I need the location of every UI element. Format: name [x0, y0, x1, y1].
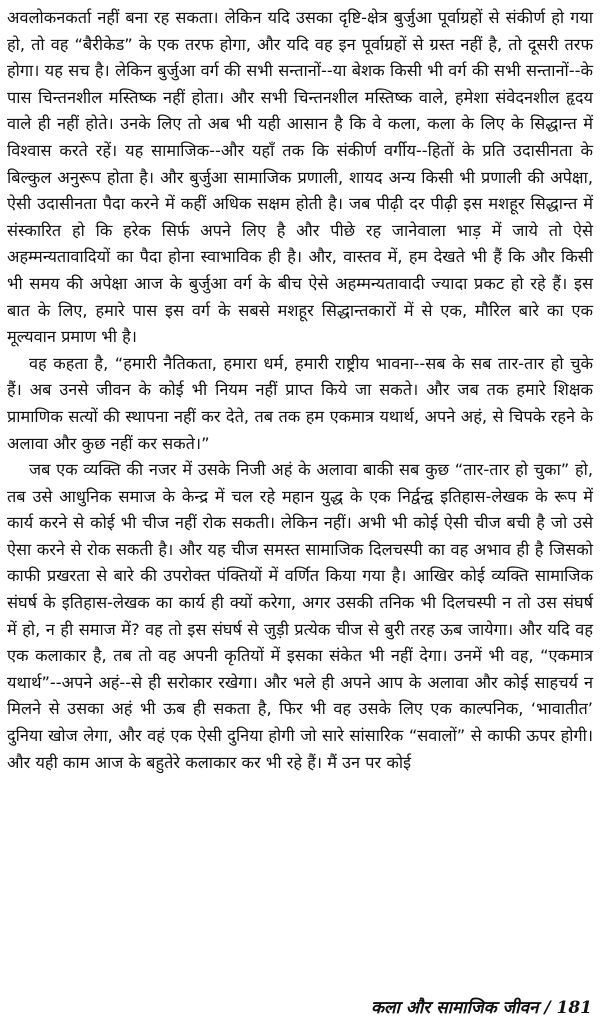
running-footer: कला और सामाजिक जीवन / 181 — [370, 998, 592, 1018]
body-paragraph: अवलोकनकर्ता नहीं बना रह सकता। लेकिन यदि उसका दृष्टि-क्षेत्र बुर्जुआ पूर्वाग्रहों से संकीर्ण हो गया हो, तो वह “बैरीकेड” के एक तरफ होगा, और यदि वह इन पूर्वाग्रहों से ग्रस्त नहीं है, तो दूसरी तरफ होगा। यह सच है। लेकिन बुर्जुआ वर्ग की सभी सन्तानों--या बेशक किसी भी वर्ग की सभी सन्तानों--के पास चिन्तनशील मस्तिष्क नहीं होता। और सभी चिन्तनशील मस्तिष्क वाले, हमेशा संवेदनशील हृदय वाले ही नहीं होते। उनके लिए तो अब भी यही आसान है कि वे कला, कला के लिए के सिद्धान्त में विश्वास करते रहें। यह सामाजिक--और यहाँ तक कि संकीर्ण वर्गीय--हितों के प्रति उदासीनता के बिल्कुल अनुरूप होता है। और बुर्जुआ सामाजिक प्रणाली, शायद अन्य किसी भी प्रणाली की अपेक्षा, ऐसी उदासीनता पैदा करने में कहीं अधिक सक्षम होती है। जब पीढ़ी दर पीढ़ी इस मशहूर सिद्धान्त में संस्कारित हो कि हरेक सिर्फ अपने लिए है और पीछे रह जानेवाला भाड़ में जाये तो ऐसे अहम्मन्यतावादियों का पैदा होना स्वाभाविक ही है। और, वास्तव में, हम देखते भी हैं कि और किसी भी समय की अपेक्षा आज के बुर्जुआ वर्ग के बीच ऐसे अहम्मन्यतावादी ज्यादा प्रकट हो रहे हैं। इस बात के लिए, हमारे पास इस वर्ग के सबसे मशहूर सिद्धान्तकारों में से एक, मौरिल बारे का एक मूल्यवान प्रमाण भी है। — [7, 8, 593, 347]
body-paragraph: वह कहता है, “हमारी नैतिकता, हमारा धर्म, हमारी राष्ट्रीय भावना--सब के सब तार-तार हो चुके हैं। अब उनसे जीवन के कोई भी नियम नहीं प्राप्त किये जा सकते। और जब तक हमारे शिक्षक प्रामाणिक सत्यों की स्थापना नहीं कर देते, तब तक हम एकमात्र यथार्थ, अपने अहं, से चिपके रहने के अलावा और कुछ नहीं कर सकते।” — [7, 353, 593, 453]
body-paragraph: जब एक व्यक्ति की नजर में उसके निजी अहं के अलावा बाकी सब कुछ “तार-तार हो चुका” हो, तब उसे आधुनिक समाज के केन्द्र में चल रहे महान युद्ध के एक निर्द्वन्द्व इतिहास-लेखक के रूप में कार्य करने से कोई भी चीज नहीं रोक सकती। लेकिन नहीं। अभी भी कोई ऐसी चीज बची है जो उसे ऐसा करने से रोक सकती है। और यह चीज समस्त सामाजिक दिलचस्पी का वह अभाव ही है जिसको काफी प्रखरता से बारे की उपरोक्त पंक्तियों में वर्णित किया गया है। आखिर कोई व्यक्ति सामाजिक संघर्ष के इतिहास-लेखक का कार्य ही क्यों करेगा, अगर उसकी तनिक भी दिलचस्पी न तो उस संघर्ष में हो, न ही समाज में? वह तो इस संघर्ष से जुड़ी प्रत्येक चीज से बुरी तरह ऊब जायेगा। और यदि वह एक कलाकार है, तब तो वह अपनी कृतियों में इसका संकेत भी नहीं देगा। उनमें भी वह, “एकमात्र यथार्थ”--अपने अहं--से ही सरोकार रखेगा। और भले ही अपने आप के अलावा और कोई साहचर्य न मिलने से उसका अहं भी ऊब ही सकता है, फिर भी वह उसके लिए एक काल्पनिक, ‘भावातीत’ दुनिया खोज लेगा, और वहं एक ऐसी दुनिया होगी जो सारे सांसारिक “सवालों” से काफी ऊपर होगी। और यही काम आज के बहुतेरे कलाकार कर भी रहे हैं। मैं उन पर कोई — [7, 460, 593, 772]
